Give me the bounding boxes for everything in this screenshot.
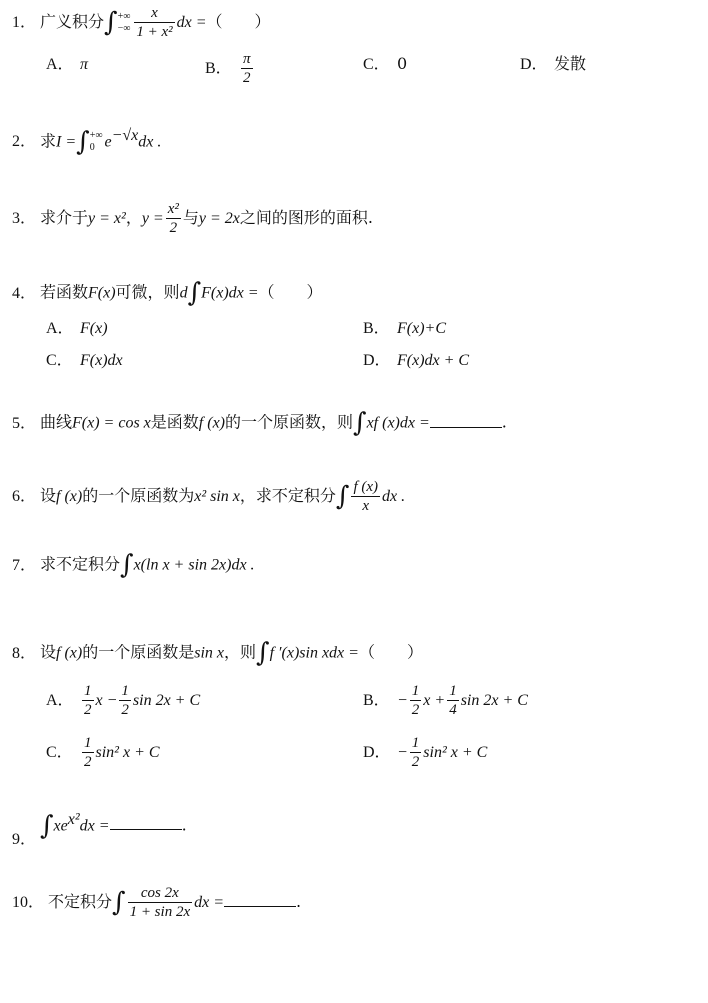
option-c: C． $\frac{1}{2}$ sin² x + C [46, 735, 160, 770]
integral-sign: ∫ [112, 887, 126, 918]
integral-sign: ∫ [187, 278, 202, 308]
question-number: 10． [12, 894, 45, 911]
question-number: 8． [12, 644, 37, 662]
question-number: 1． [12, 14, 37, 31]
question-8: 8． 设f (x)的一个原函数是sin x，则∫f ′(x)sin xdx =（ ） [12, 638, 423, 668]
integral-sign: ∫ [76, 126, 90, 157]
answer-paren: （ ） [206, 12, 271, 31]
question-6: 6． 设f (x)的一个原函数为x² sin x，求不定积分∫ $\frac{f (x)}{x}$ dx . [12, 479, 406, 514]
option-d: D． F(x)dx + C [363, 352, 470, 369]
question-number: 4． [12, 284, 37, 302]
question-number: 7． [12, 556, 37, 574]
question-number: 6． [12, 488, 37, 505]
integral-sign: ∫ [104, 7, 118, 38]
option-a: A． π [46, 56, 89, 73]
question-5: 5． 曲线F(x) = cos x是函数f (x)的一个原函数，则∫xf (x)dx = . [12, 408, 507, 438]
question-number: 2． [12, 133, 37, 151]
answer-blank[interactable] [110, 815, 182, 830]
answer-blank[interactable] [430, 413, 502, 428]
option-b: B． $\frac{\pi}{2}$ [205, 51, 251, 86]
option-b: B． − $\frac{1}{2}$ x + $\frac{1}{4}$ sin 2x + C [363, 683, 528, 718]
integral-limits: +∞ −∞ [117, 10, 131, 34]
question-3: 3． 求介于y = x²，y = $\frac{\text{x²}}{2}$ 与y = 2x之间的图形的面积. [12, 201, 373, 236]
question-number: 5． [12, 414, 37, 432]
question-number: 3． [12, 210, 37, 227]
option-c: C． F(x)dx [46, 352, 123, 369]
question-1 [12, 4, 271, 41]
option-a: A． $\frac{1}{2}$ x − $\frac{1}{2}$ sin 2x + C [46, 683, 201, 718]
question-text: 广义积分 [40, 12, 105, 31]
fraction: $\frac{x}{\text{1 + x²}}$ [136, 5, 173, 40]
option-b: B． F(x)+C [363, 320, 446, 337]
integral-sign: ∫ [40, 810, 54, 841]
option-a: A． F(x) [46, 320, 108, 337]
question-number: 9． [12, 831, 37, 849]
option-d: D． − $\frac{1}{2}$ sin² x + C [363, 735, 488, 770]
option-c: C． 0 [363, 54, 408, 73]
question-9: 9． $\int xe^{x^2}dx$ = . [12, 810, 187, 849]
question-10: 10． 不定积分∫ $\frac{\cos 2x}{1 + \sin 2x}$ dx = . [12, 885, 302, 920]
integral-sign: ∫ [256, 638, 270, 668]
integral-sign: ∫ [120, 550, 134, 580]
integral-sign: ∫ [335, 481, 350, 512]
answer-blank[interactable] [224, 892, 296, 907]
option-d: D． 发散 [520, 54, 587, 73]
question-2: 2． 求I =∫ +∞ 0 $e^{-√x}dx$ . [12, 126, 162, 157]
integral-sign: ∫ [353, 408, 367, 438]
question-7: 7． 求不定积分∫x(ln x + sin 2x)dx . [12, 550, 255, 580]
question-4: 4． 若函数F(x)可微，则d∫F(x)dx =（ ） [12, 278, 323, 308]
question-text: 求 [40, 131, 57, 151]
math-expr: dx = [176, 14, 207, 31]
